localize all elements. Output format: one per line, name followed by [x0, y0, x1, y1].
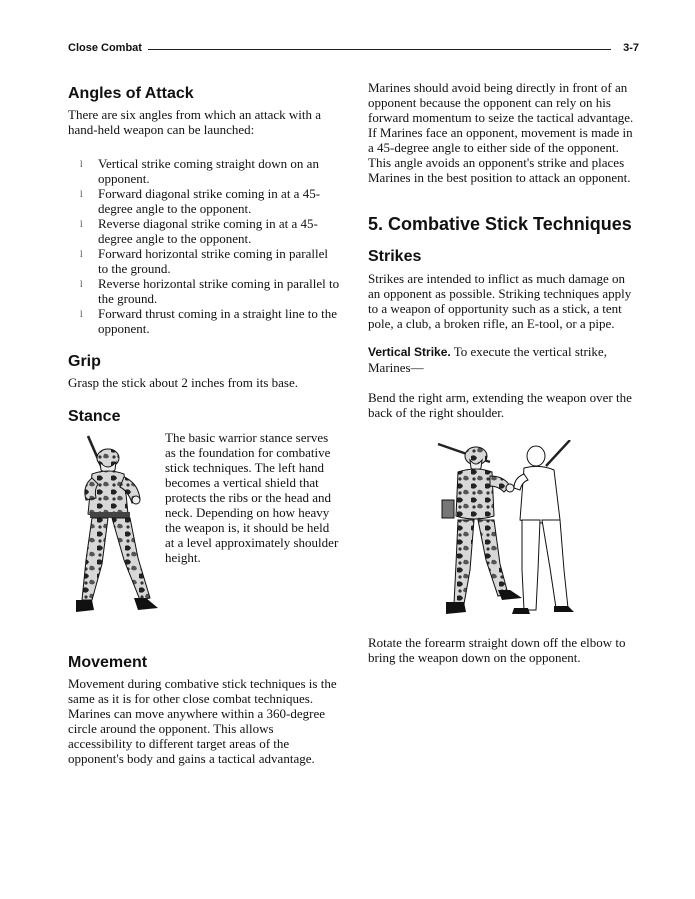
- list-item: l Forward horizontal strike coming in parallel to the ground.: [80, 246, 328, 276]
- grip-text: Grasp the stick about 2 inches from its base.: [68, 375, 298, 390]
- chapter-title: Close Combat: [68, 42, 142, 54]
- strikes-text: Strikes are intended to inflict as much damage on an opponent as possible. Striking techniques apply to a weapon of opportunity such as a stick, a tent pole, a club, a broken rifle, an E-tool, or a pipe.: [368, 271, 632, 331]
- header-rule: [148, 49, 611, 50]
- left-column: [68, 80, 340, 766]
- list-item: l Reverse horizontal strike coming in parallel to the ground.: [80, 276, 340, 306]
- list-item: l Forward diagonal strike coming in at a 45-degree angle to the opponent.: [80, 186, 321, 216]
- stance-text: The basic warrior stance serves as the foundation for combative stick techniques. The left hand becomes a vertical shield that protects the ribs or the head and neck. Depending on how heavy the weapon is, it should be held at a level approximately shoulder height.: [165, 430, 339, 565]
- running-header: [68, 41, 639, 59]
- stance-heading: Stance: [68, 408, 121, 425]
- list-item: l Forward thrust coming in a straight line to the opponent.: [80, 306, 338, 336]
- vertical-strike-label: Vertical Strike.: [368, 345, 451, 359]
- list-item: l Reverse diagonal strike coming in at a 45-degree angle to the opponent.: [80, 216, 318, 246]
- strikes-heading: Strikes: [368, 248, 422, 265]
- movement-text: Movement during combative stick techniques is the same as it is for other close combat techniques. Marines can move anywhere within a 360-degree circle around the opponent. This allows accessibility to different target areas of the opponent's body and gains a tactical advantage.: [68, 676, 337, 766]
- grip-heading: Grip: [68, 353, 101, 370]
- vertical-strike-paragraph: [368, 344, 640, 375]
- step-bend-arm: Bend the right arm, extending the weapon over the back of the right shoulder.: [368, 390, 632, 420]
- angles-heading: Angles of Attack: [68, 85, 194, 102]
- list-item: l Vertical strike coming straight down on an opponent.: [80, 156, 319, 186]
- vertical-strike-text: To execute the vertical strike, Marines—: [368, 344, 607, 375]
- section-heading: 5. Combative Stick Techniques: [368, 214, 632, 234]
- vertical-strike-illustration: [428, 440, 608, 625]
- intro-text: Marines should avoid being directly in front of an opponent because the opponent can rely on his forward momentum to seize the tactical advantage. If Marines face an opponent, movement is made in a 45-degree angle to either side of the opponent. This angle avoids an opponent's strike and places Marines in the best position to attack an opponent.: [368, 80, 634, 185]
- right-column: [368, 80, 640, 665]
- warrior-stance-illustration: [68, 432, 163, 622]
- step-rotate-forearm: Rotate the forearm straight down off the elbow to bring the weapon down on the opponent.: [368, 635, 626, 665]
- angles-intro: There are six angles from which an attack with a hand-held weapon can be launched:: [68, 107, 322, 137]
- page-number: 3-7: [623, 42, 639, 54]
- angles-list: [68, 156, 340, 336]
- movement-heading: Movement: [68, 654, 148, 671]
